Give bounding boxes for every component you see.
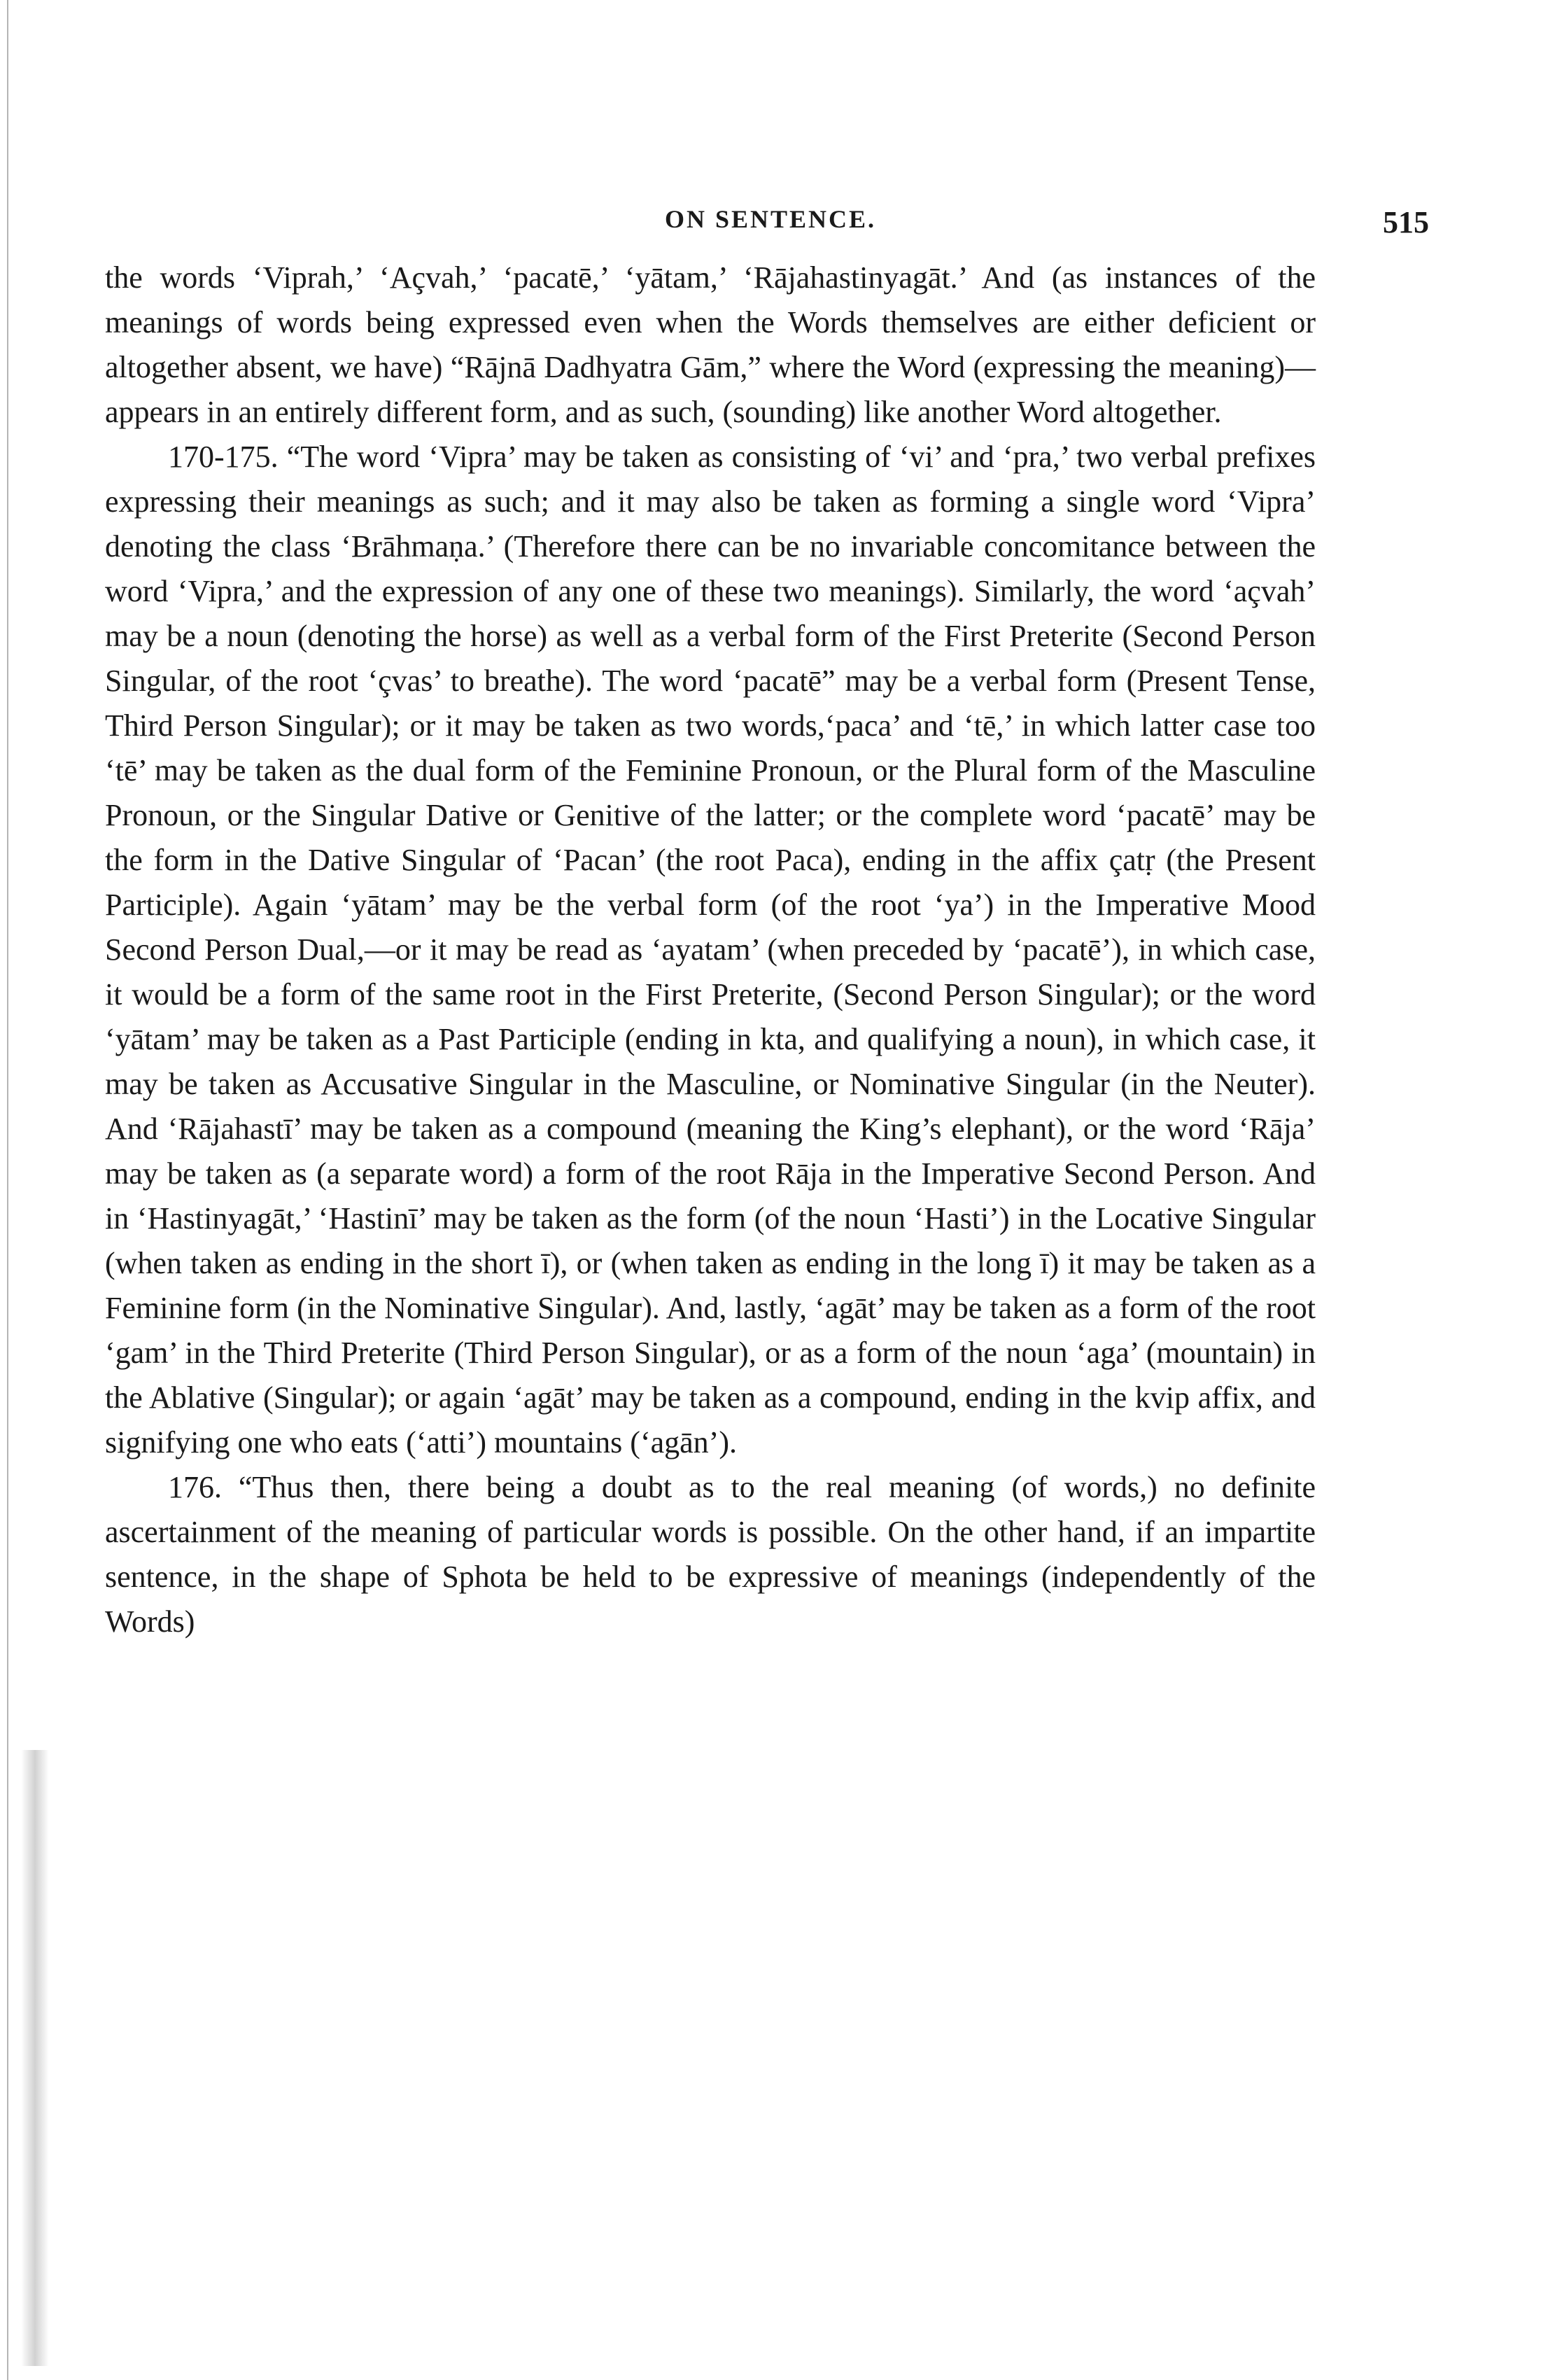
paragraph-text: “The word ‘Vipra’ may be taken as consisting of ‘vi’ and ‘pra,’ two verbal prefixes expressing their meanings as such; and it may also be taken as forming a single word ‘Vipra’ denoting the class ‘Brāhmaṇa.’ (Therefore there can be no invariable concomitance between the word ‘Vipra,’ and the expression of any one of these two meanings). Similarly, the word ‘açvah’ may be a noun (denoting the horse) as well as a verbal form of the First Preterite (Second Person Singular, of the root ‘çvas’ to breathe). The word ‘pacatē” may be a verbal form (Present Tense, Third Person Singular); or it may be taken as two words,‘paca’ and ‘tē,’ in which latter case too ‘tē’ may be taken as the dual form of the Feminine Pronoun, or the Plural form of the Masculine Pronoun, or the Singular Dative or Genitive of the latter; or the complete word ‘pacatē’ may be the form in the Dative Singular of ‘Pacan’ (the root Paca), ending in the affix çatṛ (the Present Participle). Again ‘yātam’ may be the verbal form (of the root ‘ya’) in the Imperative Mood Second Person Dual,—or it may be read as ‘ayatam’ (when preceded by ‘pacatē’), in which case, it would be a form of the same root in the First Preterite, (Second Person Singular); or the word ‘yātam’ may be taken as a Past Participle (ending in kta, and qualifying a noun), in which case, it may be taken as Accusative Singular in the Masculine, or Nominative Singular (in the Neuter). And ‘Rājahastī’ may be taken as a compound (meaning the King’s elephant), or the word ‘Rāja’ may be taken as (a separate word) a form of the root Rāja in the Imperative Second Person. And in ‘Hastinyagāt,’ ‘Hastinī’ may be taken as the form (of the noun ‘Hasti’) in the Locative Singular (when taken as ending in the short ī), or (when taken as ending in the long ī) it may be taken as a Feminine form (in the Nominative Singular). And, lastly, ‘agāt’ may be taken as a form of the root ‘gam’ in the Third Preterite (Third Person Singular), or as a form of the noun ‘aga’ (mountain) in the Ablative (Singular); or again ‘agāt’ may be taken as a compound, ending in the kvip affix, and signifying one who eats (‘atti’) mountains (‘agān’).: [105, 440, 1316, 1460]
paragraph-number: 176.: [168, 1470, 222, 1504]
running-title: ON SENTENCE.: [664, 205, 877, 233]
running-head: [105, 204, 1436, 239]
paragraph-number: 170-175.: [168, 440, 279, 474]
paragraph-continuation: [105, 255, 1316, 435]
paragraph-text: “Thus then, there being a doubt as to the real meaning (of words,) no definite ascertainment of the meaning of particular words is possible. On the other hand, if an impartite sentence, in the shape of Sphota be held to be expressive of meanings (independently of the Words): [105, 1470, 1316, 1639]
page-number: 515: [1383, 205, 1429, 239]
binding-shadow: [21, 1750, 49, 2366]
paragraph-176: [105, 1465, 1316, 1644]
gutter-line: [7, 0, 8, 2380]
text-body: [105, 255, 1316, 1644]
paragraph-170-175: [105, 435, 1316, 1465]
paragraph-text: the words ‘Viprah,’ ‘Açvah,’ ‘pacatē,’ ‘yātam,’ ‘Rājahastinyagāt.’ And (as instances of the meanings of words being expressed even when the Words themselves are either deficient or altogether absent, we have) “Rājnā Dadhyatra Gām,” where the Word (expressing the meaning)—appears in an entirely different form, and as such, (sounding) like another Word altogether.: [105, 260, 1316, 429]
